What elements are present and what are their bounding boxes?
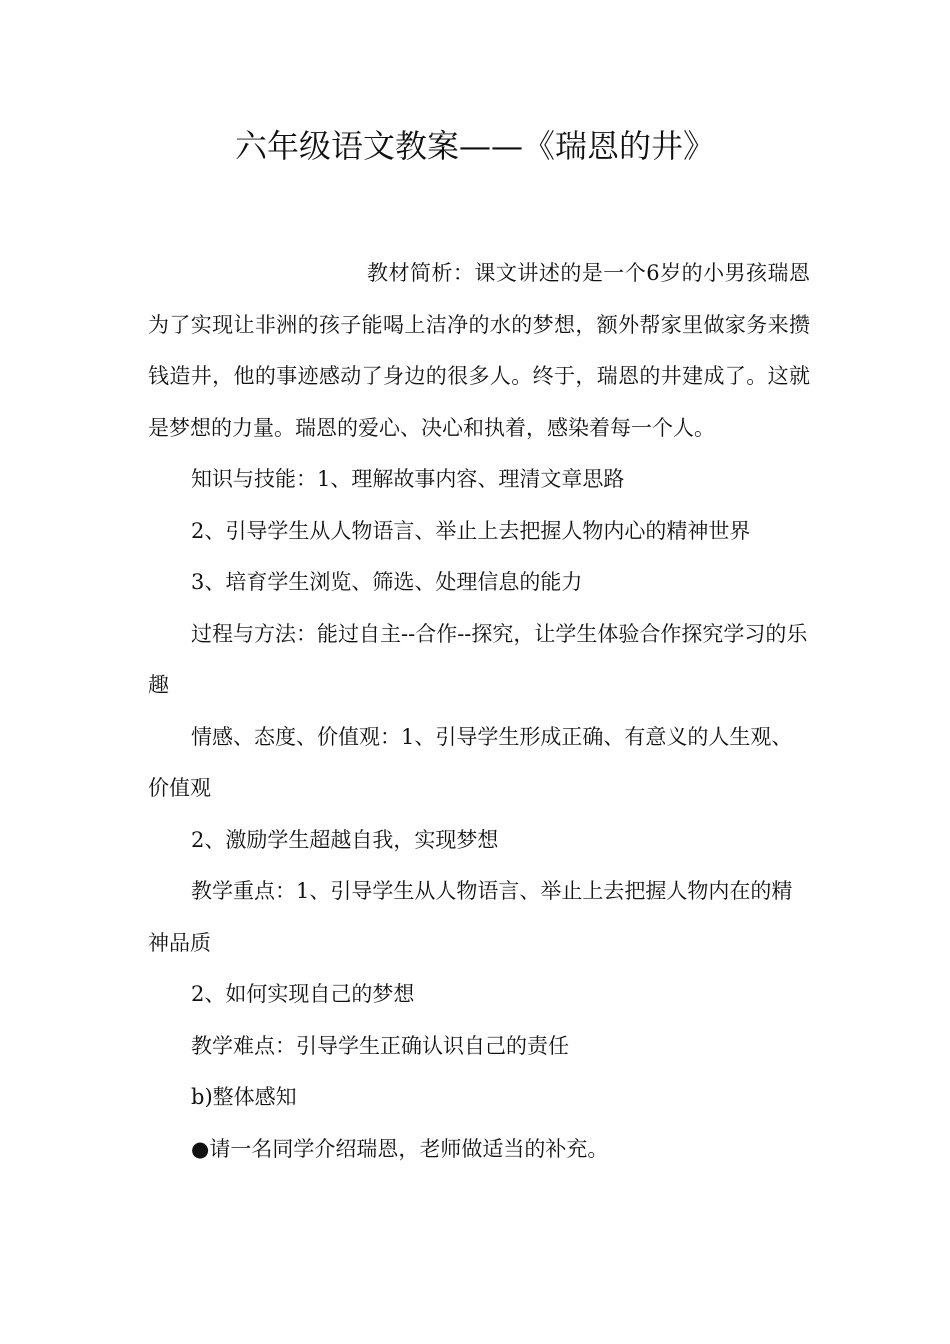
paragraph-emotion-values: 情感、态度、价值观：1、引导学生形成正确、有意义的人生观、价值观 — [148, 724, 793, 800]
paragraph-teaching-difficulty: 教学难点：引导学生正确认识自己的责任 — [191, 1033, 569, 1058]
paragraph-emotion-values-2: 2、激励学生超越自我，实现梦想 — [191, 827, 499, 852]
document-title: 六年级语文教案——《瑞恩的井》 — [234, 127, 715, 165]
paragraph-material-analysis: 教材简析：课文讲述的是一个6岁的小男孩瑞恩为了实现让非洲的孩子能喝上洁净的水的梦想，额外帮家里做家务来攒钱造井，他的事迹感动了身边的很多人。终于，瑞恩的井建成了。这就是梦想的力量。瑞恩的爱心、决心和执着，感染着每一个人。 — [148, 261, 810, 440]
document-body — [148, 248, 810, 1175]
paragraph-knowledge-skill: 知识与技能：1、理解故事内容、理清文章思路 — [191, 467, 625, 491]
paragraph-knowledge-skill-2: 2、引导学生从人物语言、举止上去把握人物内心的精神世界 — [191, 518, 751, 543]
paragraph-teaching-focus-2: 2、如何实现自己的梦想 — [191, 982, 415, 1006]
paragraph-bullet-introduce: ●请一名同学介绍瑞恩，老师做适当的补充。 — [191, 1136, 609, 1161]
paragraph-process-method: 过程与方法：能过自主--合作--探究，让学生体验合作探究学习的乐趣 — [148, 621, 808, 697]
paragraph-overall-perception: b)整体感知 — [191, 1085, 297, 1109]
paragraph-knowledge-skill-3: 3、培育学生浏览、筛选、处理信息的能力 — [191, 570, 583, 594]
paragraph-teaching-focus: 教学重点：1、引导学生从人物语言、举止上去把握人物内在的精神品质 — [148, 879, 793, 955]
